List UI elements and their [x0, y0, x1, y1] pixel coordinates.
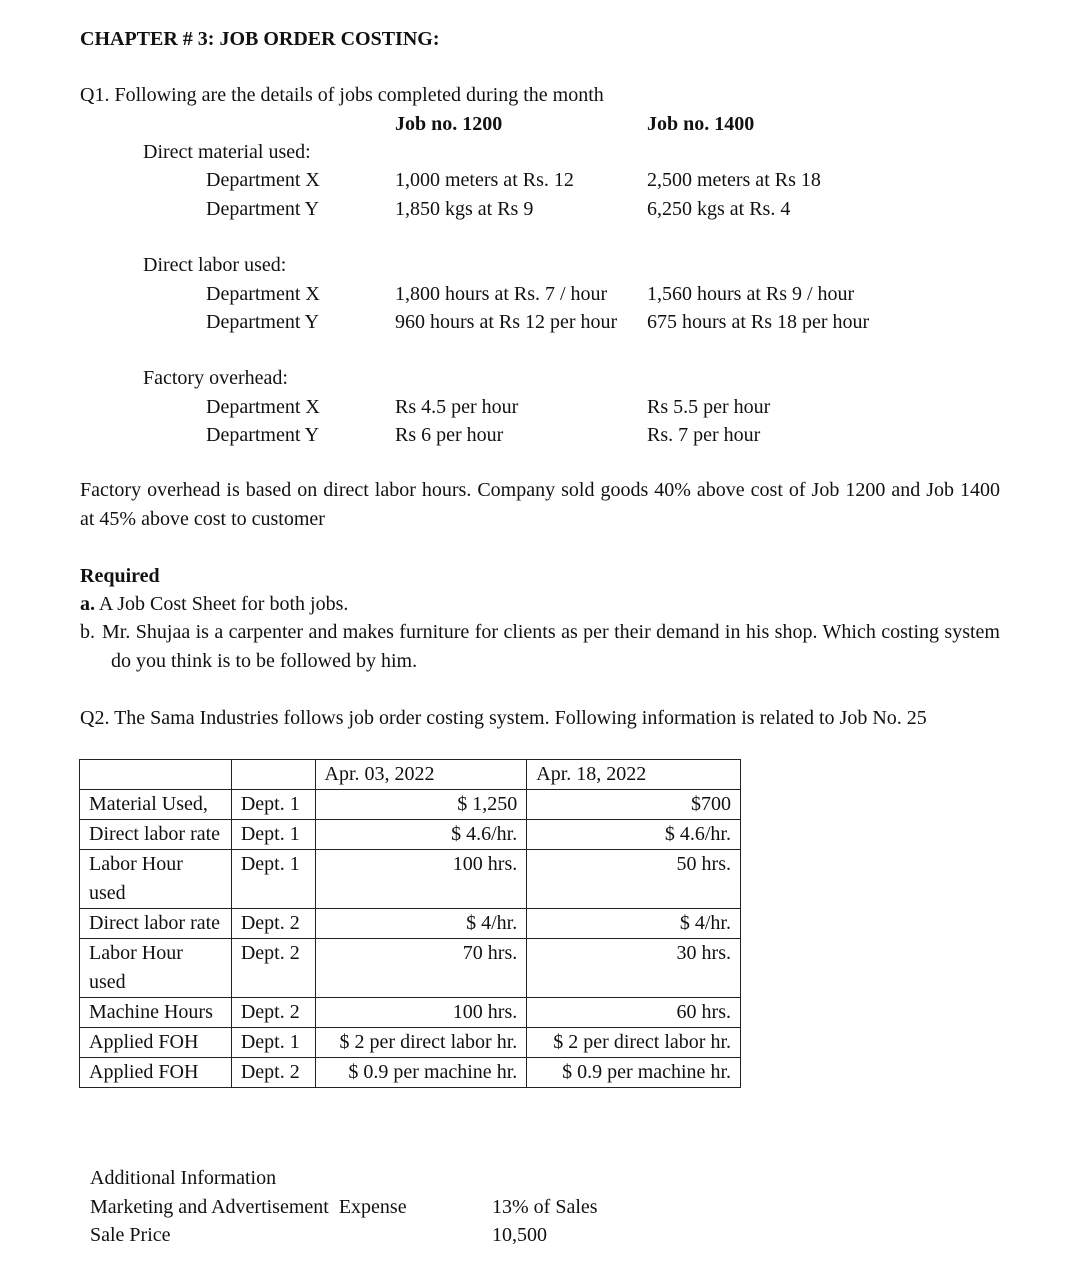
- value-cell: $ 2 per direct labor hr.: [527, 1028, 741, 1058]
- job2-value: 2,500 meters at Rs 18: [647, 169, 821, 191]
- value-cell: $ 2 per direct labor hr.: [315, 1028, 527, 1058]
- header-cell: [80, 760, 232, 790]
- header-cell: [231, 760, 315, 790]
- item-cell: Machine Hours: [80, 998, 232, 1028]
- job2-value: 675 hours at Rs 18 per hour: [647, 311, 870, 333]
- table-header-row: [80, 760, 741, 790]
- value-cell: $ 4.6/hr.: [315, 820, 527, 850]
- dept-cell: Dept. 1: [231, 1028, 315, 1058]
- value-cell: 60 hrs.: [527, 998, 741, 1028]
- requirement-b: [80, 618, 1000, 676]
- job1-value: Rs 4.5 per hour: [395, 396, 519, 418]
- job2-value: 6,250 kgs at Rs. 4: [647, 198, 791, 220]
- job-1400-header: Job no. 1400: [647, 113, 755, 135]
- table-row: [80, 790, 741, 820]
- dept-cell: Dept. 1: [231, 820, 315, 850]
- requirement-a: [80, 590, 348, 618]
- chapter-title: CHAPTER # 3: JOB ORDER COSTING:: [80, 28, 440, 50]
- table-row: [80, 939, 741, 998]
- dept-cell: Dept. 1: [231, 850, 315, 909]
- header-cell-apr-03: Apr. 03, 2022: [315, 760, 527, 790]
- item-cell: Applied FOH: [80, 1028, 232, 1058]
- required-heading: Required: [80, 565, 160, 587]
- job1-value: 1,800 hours at Rs. 7 / hour: [395, 283, 608, 305]
- additional-label-sale-price: Sale Price: [90, 1224, 171, 1246]
- value-cell: 70 hrs.: [315, 939, 527, 998]
- value-cell: $ 0.9 per machine hr.: [315, 1058, 527, 1088]
- value-cell: $ 1,250: [315, 790, 527, 820]
- table-row: [80, 998, 741, 1028]
- additional-value-sale-price: 10,500: [492, 1224, 547, 1246]
- table-row: [80, 1028, 741, 1058]
- table-row: [80, 850, 741, 909]
- dept-label: Department Y: [206, 311, 320, 333]
- section-title-direct-material: Direct material used:: [143, 141, 311, 163]
- header-cell-apr-18: Apr. 18, 2022: [527, 760, 741, 790]
- job1-value: 960 hours at Rs 12 per hour: [395, 311, 618, 333]
- dept-cell: Dept. 2: [231, 998, 315, 1028]
- job2-value: Rs 5.5 per hour: [647, 396, 771, 418]
- q2-intro: Q2. The Sama Industries follows job order costing system. Following information is related to Job No. 25: [80, 707, 927, 729]
- dept-cell: Dept. 2: [231, 1058, 315, 1088]
- table-row: [80, 909, 741, 939]
- job2-value: Rs. 7 per hour: [647, 424, 761, 446]
- job1-value: Rs 6 per hour: [395, 424, 504, 446]
- value-cell: 100 hrs.: [315, 850, 527, 909]
- value-cell: 100 hrs.: [315, 998, 527, 1028]
- value-cell: $ 4/hr.: [315, 909, 527, 939]
- additional-value-marketing: 13% of Sales: [492, 1196, 598, 1218]
- dept-label: Department X: [206, 169, 320, 191]
- requirement-b-text: Mr. Shujaa is a carpenter and makes furniture for clients as per their demand in his shop. Which costing system do you think is to be followed by him.: [102, 621, 1000, 672]
- section-title-factory-overhead: Factory overhead:: [143, 367, 288, 389]
- item-cell: Direct labor rate: [80, 909, 232, 939]
- section-title-direct-labor: Direct labor used:: [143, 254, 287, 276]
- value-cell: $ 0.9 per machine hr.: [527, 1058, 741, 1088]
- dept-label: Department X: [206, 283, 320, 305]
- dept-cell: Dept. 2: [231, 909, 315, 939]
- job1-value: 1,000 meters at Rs. 12: [395, 169, 574, 191]
- dept-label: Department Y: [206, 198, 320, 220]
- item-cell: Labor Hour used: [80, 850, 232, 909]
- dept-label: Department Y: [206, 424, 320, 446]
- requirement-a-label: a.: [80, 593, 95, 615]
- table-row: [80, 1058, 741, 1088]
- additional-info-title: Additional Information: [90, 1167, 277, 1189]
- value-cell: $ 4.6/hr.: [527, 820, 741, 850]
- item-cell: Material Used,: [80, 790, 232, 820]
- requirement-a-text: A Job Cost Sheet for both jobs.: [98, 593, 349, 615]
- dept-cell: Dept. 1: [231, 790, 315, 820]
- item-cell: Applied FOH: [80, 1058, 232, 1088]
- item-cell: Labor Hour used: [80, 939, 232, 998]
- item-cell: Direct labor rate: [80, 820, 232, 850]
- dept-cell: Dept. 2: [231, 939, 315, 998]
- job-1200-header: Job no. 1200: [395, 113, 503, 135]
- dept-label: Department X: [206, 396, 320, 418]
- value-cell: $ 4/hr.: [527, 909, 741, 939]
- job1-value: 1,850 kgs at Rs 9: [395, 198, 534, 220]
- value-cell: 30 hrs.: [527, 939, 741, 998]
- q1-intro: Q1. Following are the details of jobs completed during the month: [80, 84, 604, 106]
- q1-note: Factory overhead is based on direct labor hours. Company sold goods 40% above cost of Job 1200 and Job 1400 at 45% above cost to customer: [80, 479, 1000, 530]
- value-cell: $700: [527, 790, 741, 820]
- table-row: [80, 820, 741, 850]
- additional-label-marketing: Marketing and Advertisement Expense: [90, 1196, 407, 1218]
- job-25-table: [79, 759, 741, 1088]
- job2-value: 1,560 hours at Rs 9 / hour: [647, 283, 855, 305]
- requirement-b-label: b.: [80, 621, 95, 643]
- value-cell: 50 hrs.: [527, 850, 741, 909]
